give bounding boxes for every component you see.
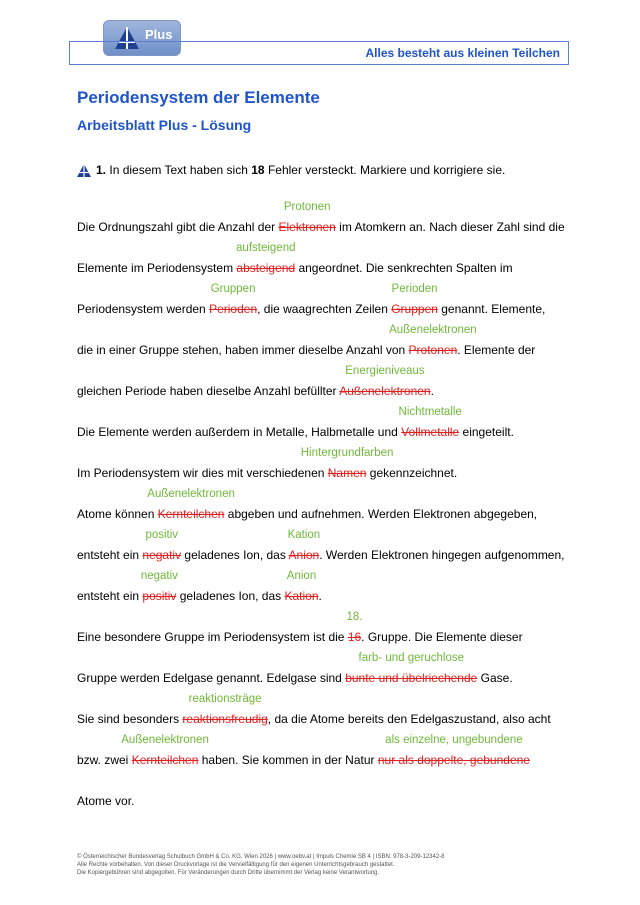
triangle-task-icon: [77, 164, 91, 177]
text-line: [77, 279, 577, 320]
text-line-content: [77, 466, 457, 480]
text-line-content: [77, 220, 565, 234]
error-word: Außenelektronen: [339, 384, 431, 398]
header-title: Alles besteht aus kleinen Teilchen: [365, 46, 560, 60]
page-subtitle: Arbeitsblatt Plus - Lösung: [77, 117, 252, 133]
text-line: [77, 648, 577, 689]
correction-text: [77, 197, 577, 812]
correction-word: als einzelne, ungebundene: [385, 734, 523, 746]
error-word: Vollmetalle: [401, 425, 460, 439]
text-segment: Die Elemente werden außerdem in Metalle, Halbmetalle und: [77, 425, 402, 439]
text-line: [77, 566, 577, 607]
correction-word: Außenelektronen: [121, 734, 209, 746]
logo-text: Plus: [145, 27, 173, 42]
text-line-content: [77, 671, 513, 685]
text-segment: Gruppe werden Edelgase genannt. Edelgase sind: [77, 671, 346, 685]
page-title: Periodensystem der Elemente: [77, 88, 320, 107]
correction-word: Perioden: [391, 283, 438, 295]
header-bar: [69, 41, 569, 65]
text-line: [77, 402, 577, 443]
text-segment: gleichen Periode haben dieselbe Anzahl befüllter: [77, 384, 340, 398]
text-line-content: [77, 384, 434, 398]
text-segment: geladenes Ion, das: [181, 548, 289, 562]
text-segment: Periodensystem werden: [77, 302, 210, 316]
text-line-content: [77, 425, 514, 439]
text-line-content: [77, 302, 545, 316]
correction-word: Protonen: [283, 201, 331, 213]
error-word: bunte und übelriechende: [345, 671, 478, 685]
error-word: Namen: [327, 466, 367, 480]
text-segment: im Atomkern an. Nach dieser Zahl sind die: [335, 220, 565, 234]
correction-word: Kation: [287, 529, 321, 541]
footer-line: Die Kopiergebühren sind abgegolten. Für Veränderungen durch Dritte übernimmt der Verlag keine Verantwortung.: [77, 870, 380, 876]
text-segment: genannt. Elemente,: [437, 302, 546, 316]
text-line-content: [77, 712, 551, 726]
task-number: 1.: [96, 163, 107, 177]
text-line-content: [77, 794, 134, 808]
error-word: Protonen: [408, 343, 458, 357]
text-line-content: [77, 343, 535, 357]
text-line: [77, 484, 577, 525]
footer-line: Alle Rechte vorbehalten. Von dieser Druckvorlage ist die Vervielfältigung für den eigenen Unterrichtsgebrauch gestattet.: [77, 862, 395, 868]
text-segment: Im Periodensystem wir dies mit verschiedenen: [77, 466, 328, 480]
text-line: [77, 443, 577, 484]
correction-word: Gruppen: [210, 283, 256, 295]
text-segment: bzw. zwei: [77, 753, 132, 767]
text-line-content: [77, 753, 530, 767]
text-segment: , da die Atome bereits den Edelgaszustand, also acht: [267, 712, 551, 726]
text-line: [77, 320, 577, 361]
text-segment: abgeben und aufnehmen. Werden Elektronen abgegeben,: [224, 507, 538, 521]
text-line-content: [77, 589, 322, 603]
text-segment: . Werden Elektronen hingegen aufgenommen,: [319, 548, 565, 562]
text-line-content: [77, 507, 537, 521]
error-word: positiv: [142, 589, 177, 603]
correction-word: Hintergrundfarben: [300, 447, 394, 459]
correction-word: positiv: [145, 529, 179, 541]
task-count: 18: [251, 163, 265, 177]
correction-word: aufsteigend: [236, 242, 296, 254]
error-word: absteigend: [236, 261, 296, 275]
correction-word: 18.: [346, 611, 363, 623]
footer-line: © Österreichischer Bundesverlag Schulbuch GmbH & Co. KG, Wien 2026 | www.oebv.at | Impuls Chemie SB 4 | ISBN: 978-3-209-12342-8: [77, 854, 445, 860]
error-word: reaktionsfreudig: [182, 712, 268, 726]
correction-word: Anion: [286, 570, 317, 582]
error-word: Kation: [284, 589, 319, 603]
text-segment: die in einer Gruppe stehen, haben immer dieselbe Anzahl von: [77, 343, 409, 357]
text-line-content: [77, 261, 513, 275]
text-segment: . Gruppe. Die Elemente dieser: [361, 630, 523, 644]
text-segment: Elemente im Periodensystem: [77, 261, 237, 275]
error-word: 16: [347, 630, 362, 644]
correction-word: Außenelektronen: [147, 488, 235, 500]
task-text-after: Fehler versteckt. Markiere und korrigiere sie.: [267, 163, 506, 177]
task-instruction: [77, 163, 505, 177]
footer: [77, 853, 445, 877]
text-line: [77, 607, 577, 648]
text-line-content: [77, 548, 565, 562]
text-line: [77, 771, 577, 812]
correction-word: negativ: [140, 570, 178, 582]
correction-word: Nichtmetalle: [398, 406, 462, 418]
error-word: negativ: [142, 548, 182, 562]
text-segment: . Elemente der: [457, 343, 536, 357]
text-segment: entsteht ein: [77, 548, 143, 562]
text-segment: Eine besondere Gruppe im Periodensystem ist die: [77, 630, 348, 644]
text-segment: .: [318, 589, 322, 603]
correction-word: reaktionsträge: [188, 693, 262, 705]
text-segment: eingeteilt.: [459, 425, 514, 439]
text-segment: Atome können: [77, 507, 158, 521]
text-segment: Die Ordnungszahl gibt die Anzahl der: [77, 220, 279, 234]
text-segment: Gase.: [477, 671, 513, 685]
error-word: Kernteilchen: [157, 507, 225, 521]
text-line-content: [77, 630, 523, 644]
text-line: [77, 238, 577, 279]
text-segment: angeordnet. Die senkrechten Spalten im: [295, 261, 513, 275]
text-segment: entsteht ein: [77, 589, 143, 603]
text-segment: , die waagrechten Zeilen: [257, 302, 392, 316]
text-segment: .: [430, 384, 434, 398]
text-line: [77, 730, 577, 771]
correction-word: Außenelektronen: [389, 324, 477, 336]
text-segment: gekennzeichnet.: [366, 466, 458, 480]
error-word: Gruppen: [391, 302, 438, 316]
text-line: [77, 525, 577, 566]
text-segment: Sie sind besonders: [77, 712, 183, 726]
error-word: nur als doppelte, gebundene: [377, 753, 530, 767]
error-word: Anion: [288, 548, 320, 562]
text-line: [77, 361, 577, 402]
task-text-before: In diesem Text haben sich: [109, 163, 248, 177]
text-segment: haben. Sie kommen in der Natur: [198, 753, 378, 767]
text-segment: Atome vor.: [77, 794, 135, 808]
error-word: Perioden: [209, 302, 258, 316]
text-line: [77, 197, 577, 238]
text-line: [77, 689, 577, 730]
error-word: Elektronen: [278, 220, 336, 234]
correction-word: Energieniveaus: [345, 365, 425, 377]
error-word: Kernteilchen: [131, 753, 199, 767]
text-segment: geladenes Ion, das: [176, 589, 285, 603]
correction-word: farb- und geruchlose: [358, 652, 464, 664]
